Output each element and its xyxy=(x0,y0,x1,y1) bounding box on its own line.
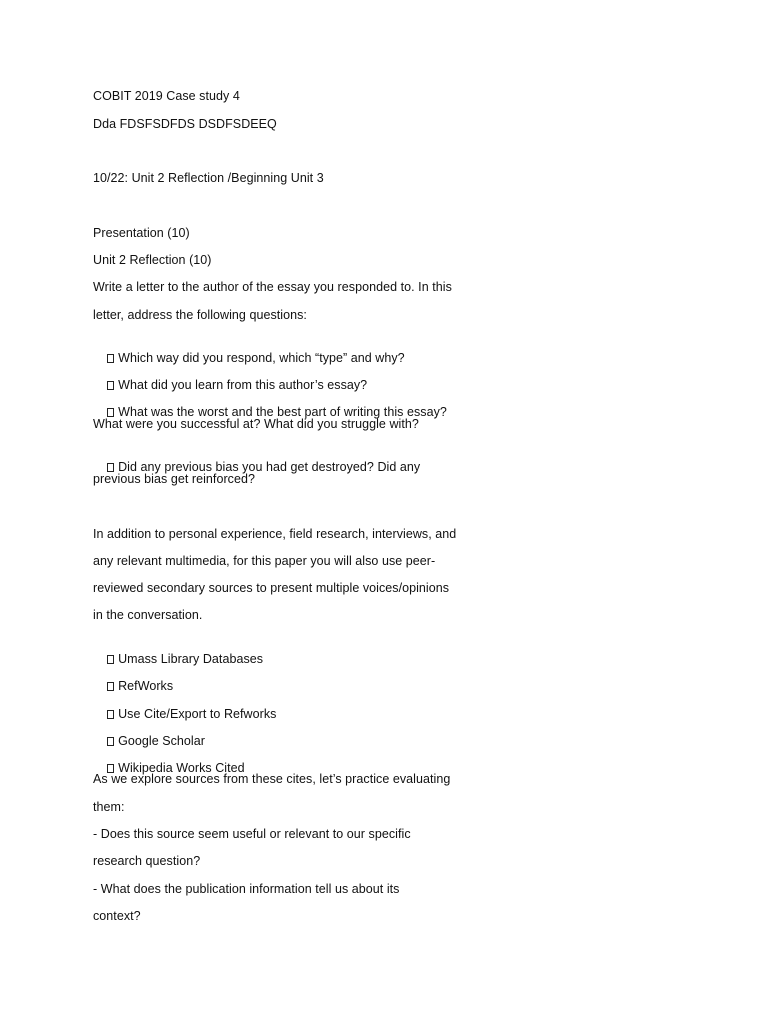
document-title: COBIT 2019 Case study 4 xyxy=(93,89,240,103)
paragraph-line: any relevant multimedia, for this paper you will also use peer- xyxy=(93,554,436,568)
evaluation-item: - Does this source seem useful or relevant to our specific xyxy=(93,827,411,841)
date-heading: 10/22: Unit 2 Reflection /Beginning Unit 3 xyxy=(93,171,324,185)
question-text: What was the worst and the best part of writing this essay? xyxy=(118,405,447,419)
presentation-line: Presentation (10) xyxy=(93,226,190,240)
evaluation-continuation: context? xyxy=(93,909,141,923)
letter-intro-line-2: letter, address the following questions: xyxy=(93,308,307,322)
source-text: Wikipedia Works Cited xyxy=(118,761,245,775)
question-text: Which way did you respond, which “type” and why? xyxy=(118,351,405,365)
paragraph-line: them: xyxy=(93,800,125,814)
source-text: Use Cite/Export to Refworks xyxy=(118,707,277,721)
source-text: Google Scholar xyxy=(118,734,205,748)
document-subtitle: Dda FDSFSDFDS DSDFSDEEQ xyxy=(93,117,277,131)
source-text: RefWorks xyxy=(118,679,174,693)
paragraph-line: In addition to personal experience, field research, interviews, and xyxy=(93,527,457,541)
letter-intro-line-1: Write a letter to the author of the essay you responded to. In this xyxy=(93,280,452,294)
question-continuation: previous bias get reinforced? xyxy=(93,472,255,486)
paragraph-line: As we explore sources from these cites, let’s practice evaluating xyxy=(93,772,451,786)
evaluation-continuation: research question? xyxy=(93,854,201,868)
paragraph-line: reviewed secondary sources to present multiple voices/opinions xyxy=(93,581,450,595)
question-continuation: What were you successful at? What did you struggle with? xyxy=(93,417,419,431)
paragraph-line: in the conversation. xyxy=(93,608,203,622)
evaluation-item: - What does the publication information tell us about its xyxy=(93,882,400,896)
question-text: What did you learn from this author’s essay? xyxy=(118,378,368,392)
question-text: Did any previous bias you had get destroyed? Did any xyxy=(118,460,421,474)
source-text: Umass Library Databases xyxy=(118,652,264,666)
unit2-reflection-line: Unit 2 Reflection (10) xyxy=(93,253,212,267)
